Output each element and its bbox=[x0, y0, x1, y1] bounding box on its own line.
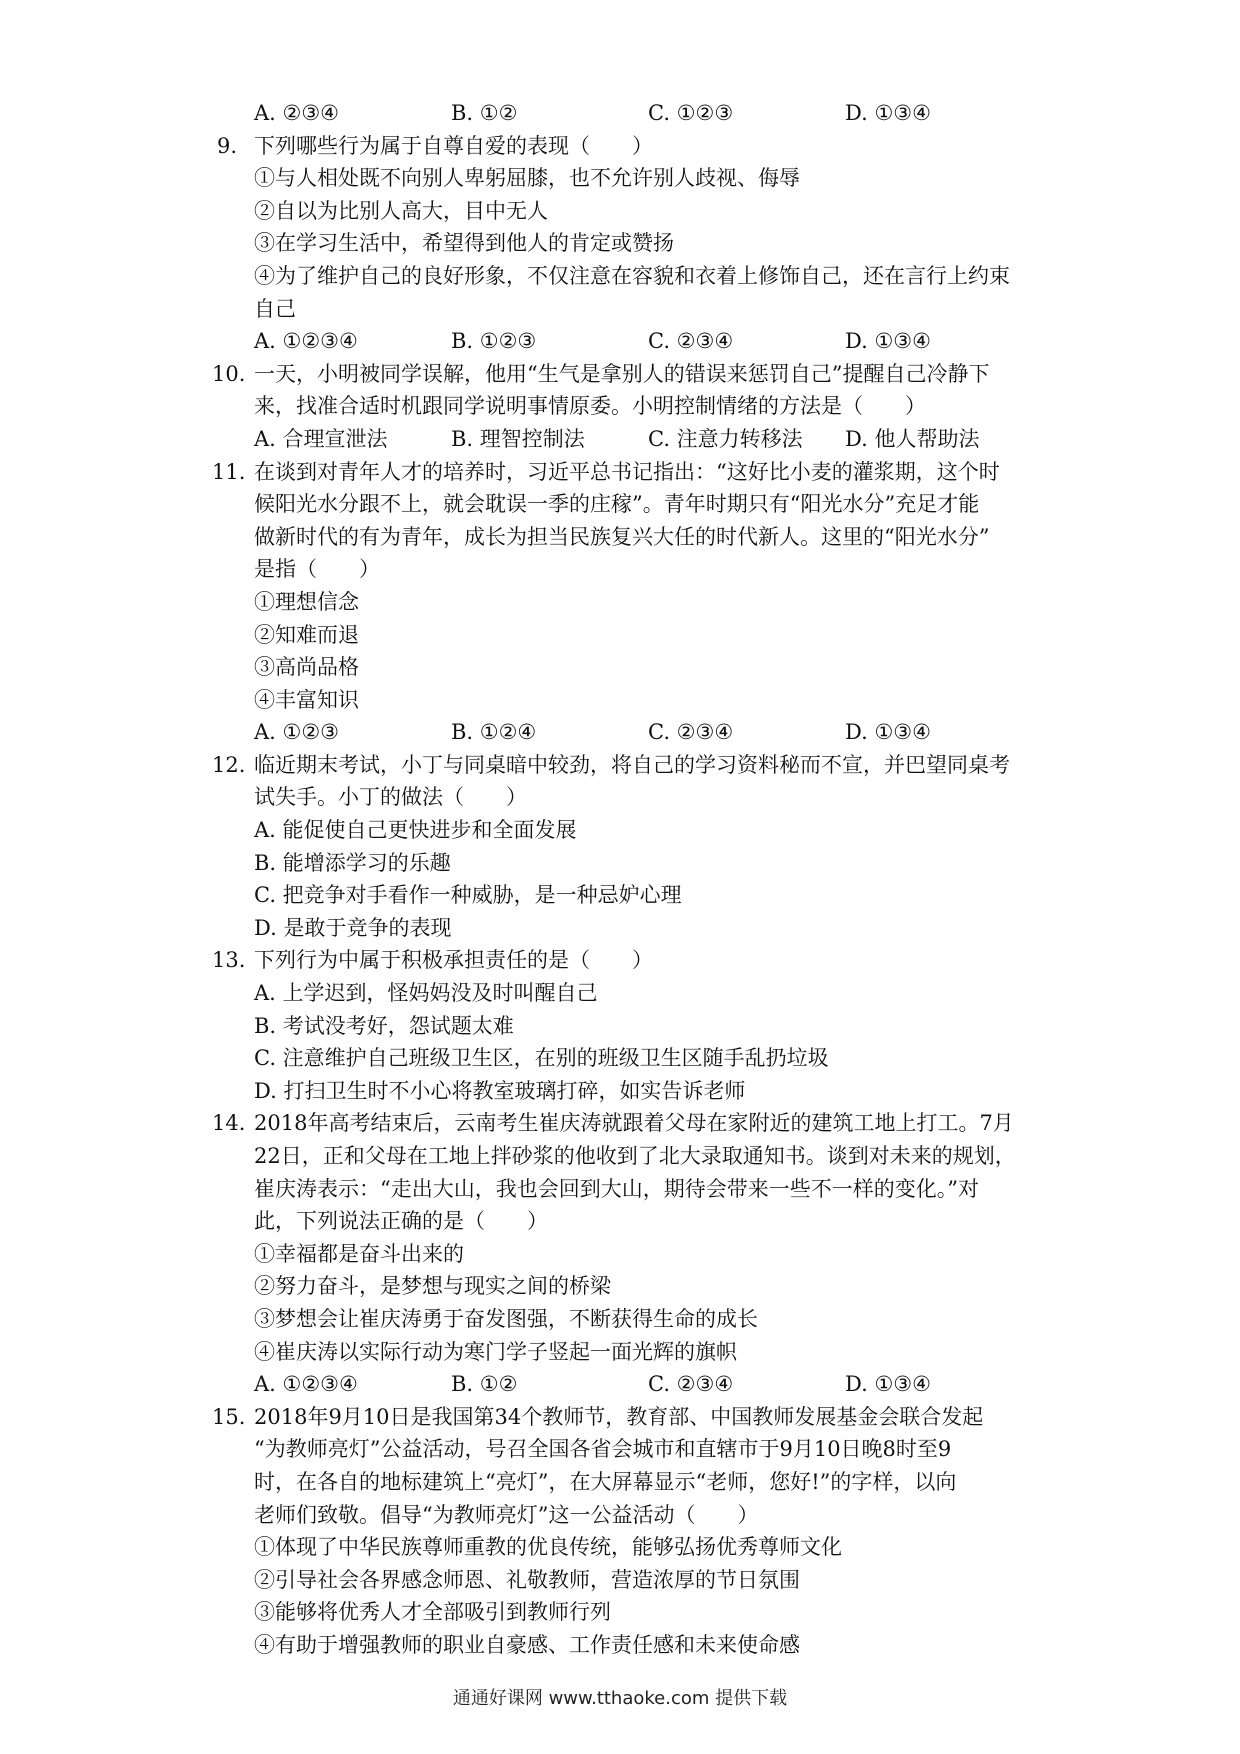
q14-stem-line-2: 22日，正和父母在工地上拌砂浆的他收到了北大录取通知书。谈到对未来的规划， bbox=[254, 1144, 1016, 1168]
q12-option-b: B. 能增添学习的乐趣 bbox=[254, 850, 451, 875]
q14-stem-line-3: 崔庆涛表示：“走出大山，我也会回到大山，期待会带来一些不一样的变化。”对 bbox=[254, 1176, 979, 1201]
q11-stem-line-2: 候阳光水分跟不上，就会耽误一季的庄稼”。青年时期只有“阳光水分”充足才能 bbox=[254, 492, 980, 517]
q13-option-b: B. 考试没考好，怨试题太难 bbox=[254, 1013, 514, 1038]
q10-stem-line-2: 来，找准合适时机跟同学说明事情原委。小明控制情绪的方法是（ ） bbox=[254, 394, 926, 419]
q8-options bbox=[212, 97, 1042, 130]
q15-stem-line-1: 2018年9月10日是我国第34个教师节，教育部、中国教师发展基金会联合发起 bbox=[254, 1404, 984, 1429]
q14-item-4: ④崔庆涛以实际行动为寒门学子竖起一面光辉的旗帜 bbox=[254, 1339, 737, 1364]
q9-stem-text: 下列哪些行为属于自尊自爱的表现（ ） bbox=[254, 133, 653, 158]
q15-stem-line-4: 老师们致敬。倡导“为教师亮灯”这一公益活动（ ） bbox=[254, 1502, 759, 1527]
q14-option-d: D. ①③④ bbox=[845, 1372, 931, 1397]
q12-option-d: D. 是敢于竞争的表现 bbox=[254, 915, 452, 940]
q8-option-d: D. ①③④ bbox=[845, 101, 931, 125]
question-list bbox=[212, 97, 1042, 1662]
q8-option-c: C. ①②③ bbox=[648, 101, 734, 125]
q13-stem bbox=[212, 944, 1042, 977]
q14-option-b: B. ①② bbox=[451, 1372, 518, 1397]
q11-option-c: C. ②③④ bbox=[648, 720, 734, 745]
q15-item-1: ①体现了中华民族尊师重教的优良传统，能够弘扬优秀尊师文化 bbox=[254, 1535, 842, 1560]
q15-item-2: ②引导社会各界感念师恩、礼敬教师，营造浓厚的节日氛围 bbox=[254, 1567, 800, 1592]
q8-option-a: A. ②③④ bbox=[254, 101, 339, 125]
q9-item-1: ①与人相处既不向别人卑躬屈膝，也不允许别人歧视、侮辱 bbox=[254, 166, 800, 191]
q11-stem-line-3: 做新时代的有为青年，成长为担当民族复兴大任的时代新人。这里的“阳光水分” bbox=[254, 524, 990, 549]
q11-option-a: A. ①②③ bbox=[254, 720, 339, 745]
q11-item-1: ①理想信念 bbox=[254, 589, 359, 614]
q12-option-a: A. 能促使自己更快进步和全面发展 bbox=[254, 818, 577, 843]
q9-item-2: ②自以为比别人高大，目中无人 bbox=[254, 198, 548, 223]
q15-item-4: ④有助于增强教师的职业自豪感、工作责任感和未来使命感 bbox=[254, 1632, 800, 1657]
q10-stem-line-1: 一天，小明被同学误解，他用“生气是拿别人的错误来惩罚自己”提醒自己冷静下 bbox=[254, 361, 990, 386]
q11-stem-line-1: 在谈到对青年人才的培养时，习近平总书记指出：“这好比小麦的灌浆期，这个时 bbox=[254, 459, 1000, 484]
q14-stem bbox=[212, 1107, 1042, 1140]
q15-stem bbox=[212, 1401, 1042, 1434]
q10-option-d: D. 他人帮助法 bbox=[845, 426, 980, 451]
q10-option-a: A. 合理宣泄法 bbox=[254, 426, 388, 451]
q12-stem-line-1: 临近期末考试，小丁与同桌暗中较劲，将自己的学习资料秘而不宣，并巴望同桌考 bbox=[254, 752, 1010, 777]
q14-option-a: A. ①②③④ bbox=[254, 1372, 358, 1397]
q11-option-d: D. ①③④ bbox=[845, 720, 931, 745]
q8-option-b: B. ①② bbox=[451, 101, 518, 125]
q11-item-3: ③高尚品格 bbox=[254, 655, 359, 680]
q11-stem-line-4: 是指（ ） bbox=[254, 557, 380, 582]
q9-option-a: A. ①②③④ bbox=[254, 329, 358, 354]
q10-option-b: B. 理智控制法 bbox=[451, 426, 585, 451]
q9-item-4: ④为了维护自己的良好形象，不仅注意在容貌和衣着上修饰自己，还在言行上约束 bbox=[254, 263, 1010, 288]
q11-item-2: ②知难而退 bbox=[254, 622, 359, 647]
q9-option-b: B. ①②③ bbox=[451, 329, 537, 354]
q11-stem bbox=[212, 456, 1042, 489]
q14-item-1: ①幸福都是奋斗出来的 bbox=[254, 1241, 464, 1266]
q10-stem bbox=[212, 358, 1042, 391]
q10-options bbox=[212, 423, 1042, 456]
q9-number: 9. bbox=[217, 133, 238, 158]
q11-options bbox=[212, 716, 1042, 749]
q14-options bbox=[212, 1368, 1042, 1401]
q13-number: 13. bbox=[212, 948, 246, 973]
q11-number: 11. bbox=[212, 459, 246, 484]
q12-stem bbox=[212, 749, 1042, 782]
q12-number: 12. bbox=[212, 752, 246, 777]
q15-item-3: ③能够将优秀人才全部吸引到教师行列 bbox=[254, 1600, 611, 1625]
q10-number: 10. bbox=[212, 361, 246, 386]
q15-number: 15. bbox=[212, 1404, 246, 1429]
q13-option-c: C. 注意维护自己班级卫生区，在别的班级卫生区随手乱扔垃圾 bbox=[254, 1046, 829, 1071]
q14-item-2: ②努力奋斗，是梦想与现实之间的桥梁 bbox=[254, 1274, 611, 1299]
q13-stem-text: 下列行为中属于积极承担责任的是（ ） bbox=[254, 948, 653, 973]
q15-stem-line-2: “为教师亮灯”公益活动，号召全国各省会城市和直辖市于9月10日晚8时至9 bbox=[254, 1437, 952, 1462]
q9-stem bbox=[212, 130, 1042, 163]
q14-item-3: ③梦想会让崔庆涛勇于奋发图强，不断获得生命的成长 bbox=[254, 1306, 758, 1331]
q15-stem-line-3: 时，在各自的地标建筑上“亮灯”，在大屏幕显示“老师，您好!”的字样，以向 bbox=[254, 1469, 957, 1494]
q12-stem-line-2: 试失手。小丁的做法（ ） bbox=[254, 785, 527, 810]
q13-option-a: A. 上学迟到，怪妈妈没及时叫醒自己 bbox=[254, 981, 598, 1006]
q9-item-4-cont: 自己 bbox=[254, 296, 296, 321]
page-footer: 通通好课网 www.tthaoke.com 提供下载 bbox=[452, 1688, 788, 1709]
q14-stem-line-1: 2018年高考结束后，云南考生崔庆涛就跟着父母在家附近的建筑工地上打工。7月 bbox=[254, 1111, 1014, 1136]
q13-option-d: D. 打扫卫生时不小心将教室玻璃打碎，如实告诉老师 bbox=[254, 1078, 746, 1103]
q14-number: 14. bbox=[212, 1111, 246, 1136]
q14-stem-line-4: 此，下列说法正确的是（ ） bbox=[254, 1209, 548, 1234]
q9-option-c: C. ②③④ bbox=[648, 329, 734, 354]
q14-option-c: C. ②③④ bbox=[648, 1372, 734, 1397]
q10-option-c: C. 注意力转移法 bbox=[648, 426, 803, 451]
q9-item-3: ③在学习生活中，希望得到他人的肯定或赞扬 bbox=[254, 231, 674, 256]
q12-option-c: C. 把竞争对手看作一种威胁，是一种忌妒心理 bbox=[254, 883, 682, 908]
q11-item-4: ④丰富知识 bbox=[254, 687, 359, 712]
q9-options bbox=[212, 325, 1042, 358]
q9-option-d: D. ①③④ bbox=[845, 329, 931, 354]
q11-option-b: B. ①②④ bbox=[451, 720, 537, 745]
